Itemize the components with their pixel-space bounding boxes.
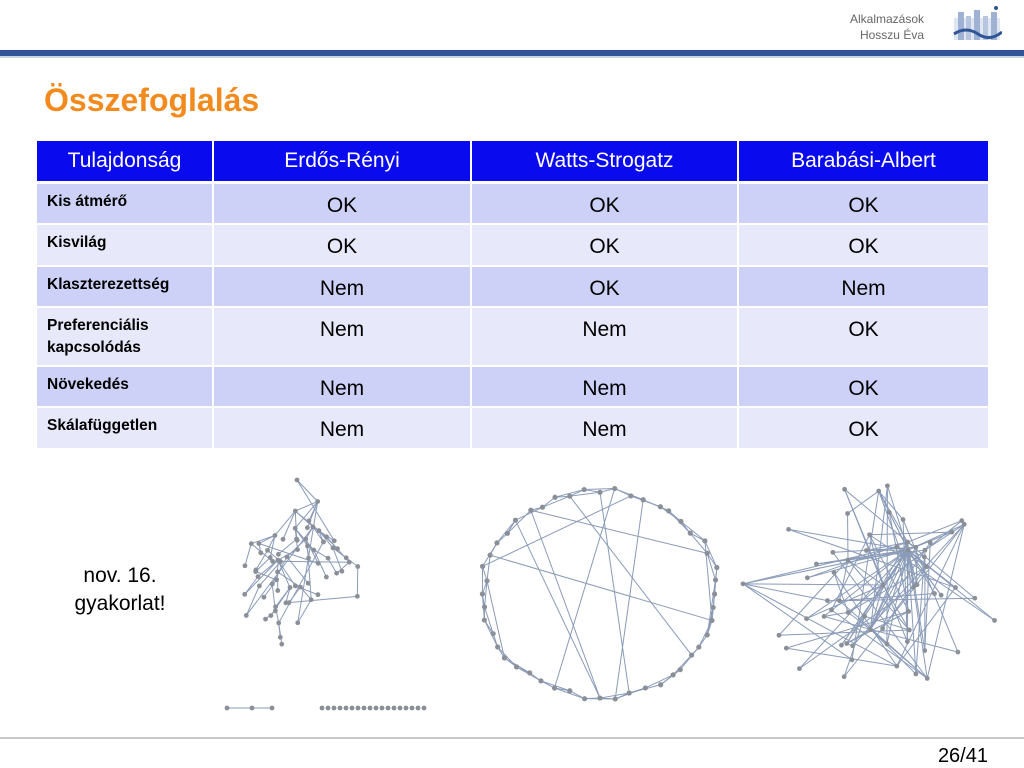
network-node [368,706,373,711]
network-node [307,518,312,523]
network-node [317,528,322,533]
value-cell: OK [738,224,988,266]
network-node [786,527,791,532]
network-node [293,526,298,531]
network-node [321,540,326,545]
network-node [482,617,487,622]
network-node [837,598,842,603]
value-cell: Nem [213,307,471,366]
network-node [482,604,487,609]
network-node [955,650,960,655]
network-edge [297,480,334,541]
value-cell: Nem [471,407,738,449]
network-edge [283,511,295,539]
network-node [242,592,247,597]
value-cell: OK [738,183,988,224]
network-node [502,655,507,660]
network-node [480,591,485,596]
network-node [641,497,646,502]
network-node [527,670,532,675]
network-node [714,565,719,570]
network-node [702,538,707,543]
network-node [885,642,890,647]
network-node [627,690,632,695]
network-node [256,574,261,579]
network-node [689,653,694,658]
value-cell: OK [471,224,738,266]
network-node [881,583,886,588]
network-node [868,627,873,632]
network-node [830,550,835,555]
network-node [278,635,283,640]
table-row [37,183,988,224]
table-row [37,307,988,366]
network-node [324,575,329,580]
network-node [332,706,337,711]
network-node [666,508,671,513]
network-edge [264,580,277,597]
network-node [355,564,360,569]
network-node [356,706,361,711]
network-node [741,581,746,586]
network-node [311,548,316,553]
network-node [326,706,331,711]
network-node [907,628,912,633]
network-node [335,546,340,551]
network-edge [279,542,324,623]
network-node [688,531,693,536]
network-node [925,676,930,681]
network-edge [328,558,337,573]
network-edge [297,480,318,501]
network-node [880,626,885,631]
network-node [913,672,918,677]
network-node [250,706,255,711]
network-node [582,487,587,492]
network-edge [531,510,707,553]
network-node [845,511,850,516]
network-node [347,560,352,565]
network-edge [600,492,629,693]
value-cell: Nem [471,366,738,407]
network-node [386,706,391,711]
network-node [380,706,385,711]
network-node [922,555,927,560]
network-edge [483,496,631,566]
network-node [538,678,543,683]
network-node [894,664,899,669]
network-node [491,631,496,636]
network-node [911,585,916,590]
network-node [567,688,572,693]
network-node [244,613,249,618]
network-edge [681,521,705,541]
network-node [305,543,310,548]
erdos-renyi-network-graph [222,470,437,716]
network-node [316,592,321,597]
network-node [567,494,572,499]
network-node [404,706,409,711]
network-node [906,548,911,553]
network-node [275,570,280,575]
network-node [822,614,827,619]
network-node [613,696,618,701]
network-edge [743,584,852,660]
network-node [261,595,266,600]
network-node [265,548,270,553]
column-header: Erdős-Rényi [213,141,471,183]
network-node [278,559,283,564]
network-edge [313,527,334,541]
network-edge [879,491,914,587]
network-node [311,525,316,530]
network-node [804,616,809,621]
network-edge [507,510,530,533]
network-edge [498,647,517,667]
network-node [612,486,617,491]
network-node [876,489,881,494]
network-node [678,519,683,524]
network-node [705,551,710,556]
network-node [643,685,648,690]
table-row [37,224,988,266]
network-node [850,657,855,662]
page-number: 26/41 [937,745,988,767]
network-node [480,564,485,569]
network-node [678,667,683,672]
header-subject: Alkalmazások [849,12,924,26]
network-node [777,633,782,638]
network-node [906,609,911,614]
network-node [374,706,379,711]
network-node [338,706,343,711]
network-node [552,685,557,690]
table-row [37,266,988,307]
network-node [932,591,937,596]
network-node [842,487,847,492]
column-header: Watts-Strogatz [471,141,738,183]
network-node [295,547,300,552]
network-edge [743,584,883,585]
network-node [257,583,262,588]
network-node [422,706,427,711]
watts-strogatz-network-graph [463,472,738,718]
network-node [298,585,303,590]
network-node [784,646,789,651]
network-node [552,495,557,500]
property-cell: Kis átmérő [37,183,213,224]
network-edge [245,544,251,566]
property-cell: Klaszterezettség [37,266,213,307]
network-node [797,666,802,671]
network-node [922,648,927,653]
network-node [326,556,331,561]
network-node [344,555,349,560]
barabasi-albert-network-graph [738,480,1003,686]
network-edge [275,511,295,535]
note-date: nov. 16. [83,564,157,587]
network-node [332,538,337,543]
header-bar-shadow [0,56,1024,58]
network-node [713,577,718,582]
network-node [696,644,701,649]
network-node [293,584,298,589]
network-node [711,605,716,610]
network-node [842,674,847,679]
network-node [805,575,810,580]
network-node [962,522,967,527]
network-node [597,695,602,700]
network-node [887,510,892,515]
network-node [309,597,314,602]
network-node [505,531,510,536]
network-node [295,538,300,543]
network-node [281,537,286,542]
network-node [540,505,545,510]
network-node [270,706,275,711]
network-node [416,706,421,711]
network-node [270,559,275,564]
value-cell: Nem [213,366,471,407]
network-node [273,533,278,538]
network-node [924,564,929,569]
network-node [306,556,311,561]
network-node [293,509,298,514]
value-cell: OK [213,224,471,266]
network-node [670,672,675,677]
network-node [484,578,489,583]
table-row [37,407,988,449]
network-edge [680,647,699,670]
network-edge [661,670,681,685]
network-node [582,696,587,701]
network-node [597,490,602,495]
network-node [344,706,349,711]
network-node [839,643,844,648]
column-header: Tulajdonság [37,141,213,183]
network-node [953,585,958,590]
network-node [350,706,355,711]
network-node [315,499,320,504]
network-node [320,706,325,711]
network-node [705,632,710,637]
value-cell: OK [213,183,471,224]
network-node [256,541,261,546]
network-node [658,682,663,687]
network-node [258,550,263,555]
value-cell: OK [738,307,988,366]
network-node [923,548,928,553]
property-cell: Preferenciális kapcsolódás [37,307,213,366]
value-cell: OK [471,266,738,307]
network-node [268,613,273,618]
network-edge [289,596,357,602]
network-node [814,562,819,567]
value-cell: OK [738,407,988,449]
network-node [901,517,906,522]
value-cell: Nem [213,407,471,449]
network-node [913,545,918,550]
network-node [864,548,869,553]
slide-title: Összefoglalás [44,82,260,118]
value-cell: Nem [738,266,988,307]
value-cell: OK [471,183,738,224]
network-node [513,518,518,523]
network-node [494,540,499,545]
network-node [362,706,367,711]
network-node [276,621,281,626]
header-author: Hosszu Éva [859,28,924,42]
network-node [324,534,329,539]
network-node [905,639,910,644]
network-node [279,642,284,647]
network-node [274,577,279,582]
network-node [514,664,519,669]
network-edge [490,555,712,620]
network-node [894,545,899,550]
network-node [528,508,533,513]
network-node [829,608,834,613]
network-node [275,588,280,593]
network-node [306,581,311,586]
value-cell: OK [738,366,988,407]
network-node [285,555,290,560]
network-node [846,610,851,615]
header-text [850,11,924,43]
network-edge [848,491,879,513]
network-node [846,558,851,563]
network-node [867,532,872,537]
column-header: Barabási-Albert [738,141,988,183]
network-node [340,569,345,574]
network-node [295,620,300,625]
network-node [286,600,291,605]
network-edge [673,655,691,675]
network-node [273,608,278,613]
property-cell: Növekedés [37,366,213,407]
network-node [392,706,397,711]
network-node [928,540,933,545]
property-cell: Skálafüggetlen [37,407,213,449]
network-node [305,525,310,530]
comparison-table [37,141,988,450]
network-node [972,596,977,601]
network-node [488,553,493,558]
network-node [712,591,717,596]
network-node [410,706,415,711]
note-text: gyakorlat! [74,592,166,615]
network-node [243,563,248,568]
network-node [276,552,281,557]
network-node [825,598,830,603]
network-node [939,593,944,598]
network-node [862,614,867,619]
network-node [225,706,230,711]
network-node [355,594,360,599]
network-node [303,536,308,541]
network-node [709,618,714,623]
network-node [398,706,403,711]
network-node [249,541,254,546]
table-row [37,366,988,407]
network-node [331,545,336,550]
network-node [905,540,910,545]
network-node [316,561,321,566]
table-header-row [37,141,988,183]
network-node [270,582,275,587]
network-node [288,585,293,590]
property-cell: Kisvilág [37,224,213,266]
university-logo-icon [952,4,1002,44]
practice-note [55,562,185,618]
value-cell: Nem [213,266,471,307]
network-node [850,643,855,648]
network-node [254,567,259,572]
network-node [495,644,500,649]
network-node [832,570,837,575]
network-node [295,478,300,483]
network-node [885,483,890,488]
network-node [334,571,339,576]
network-node [628,493,633,498]
network-node [844,641,849,646]
network-node [263,617,268,622]
network-node [658,504,663,509]
network-node [950,530,955,535]
network-node [992,618,997,623]
footer-line [0,737,1024,739]
value-cell: Nem [471,307,738,366]
